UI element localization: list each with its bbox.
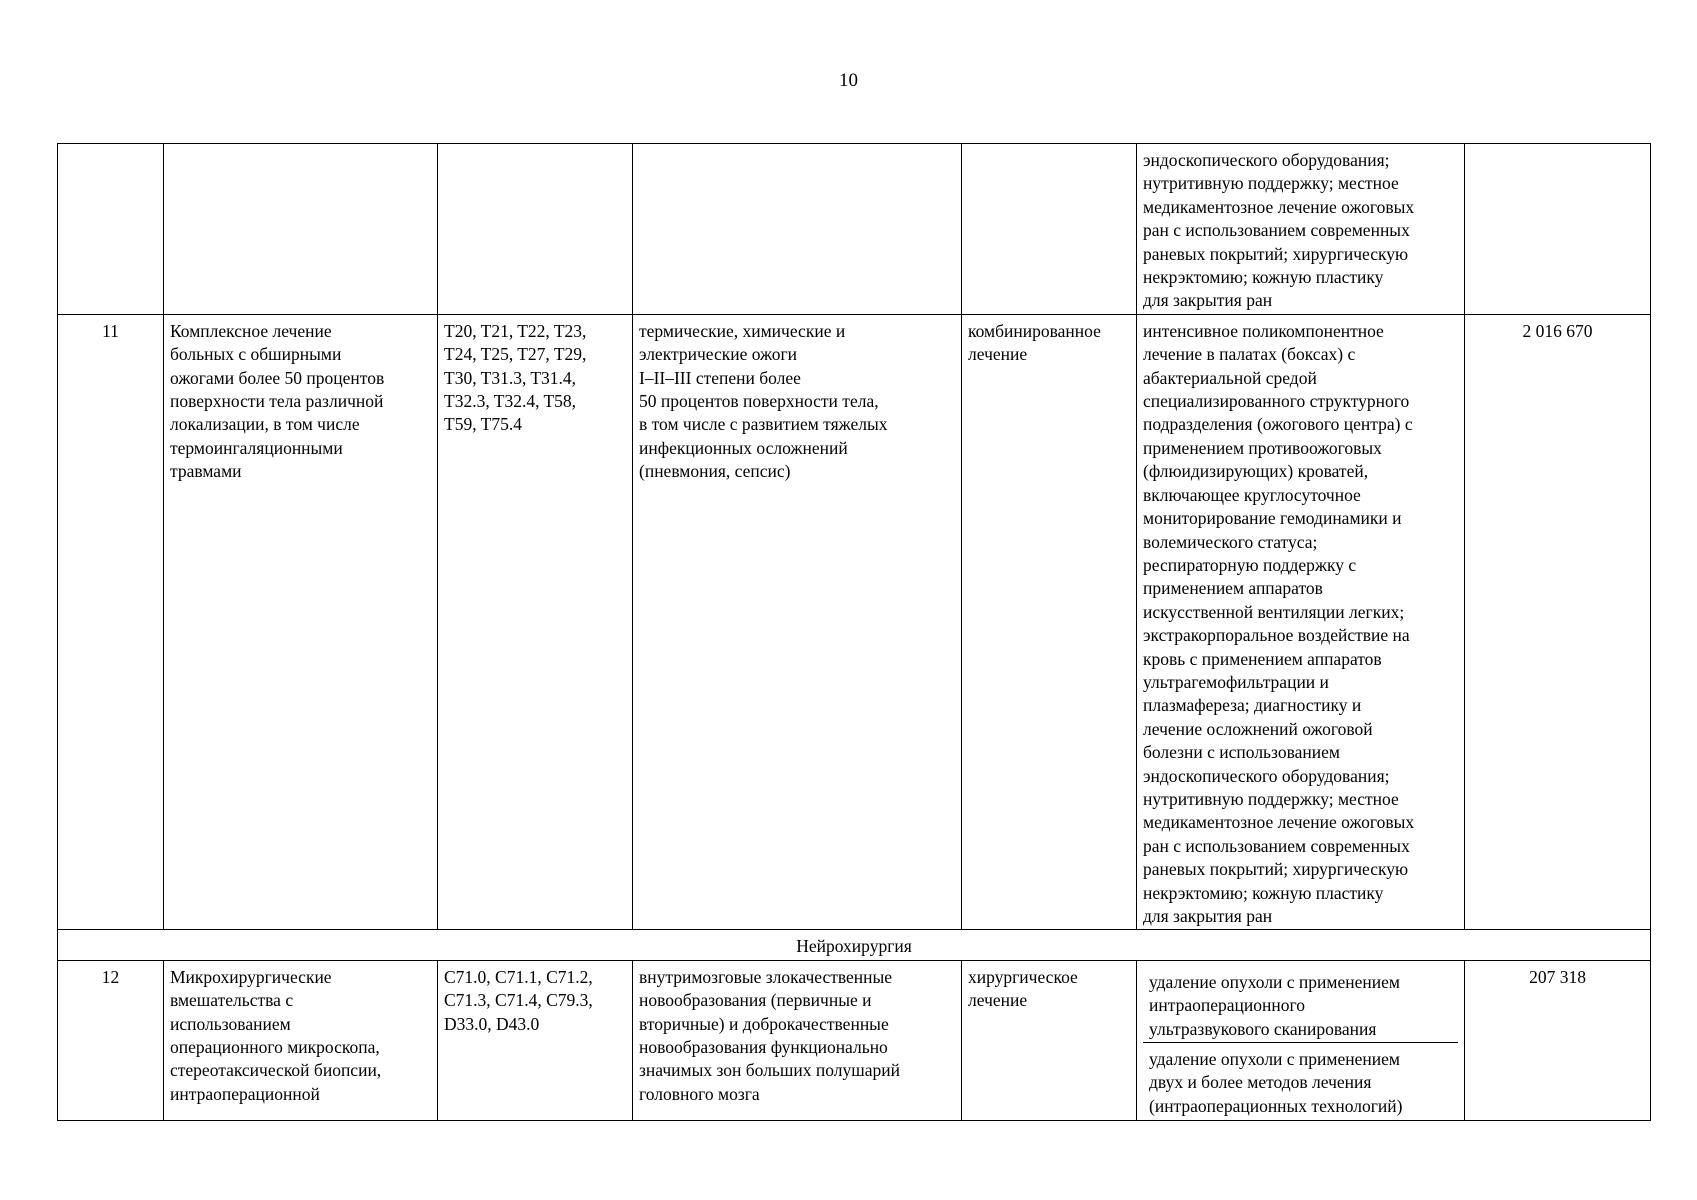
- text-line: респираторную поддержку с: [1143, 554, 1357, 575]
- text-line: (пневмония, сепсис): [639, 461, 791, 482]
- text-line: термоингаляционными: [170, 437, 343, 458]
- methods-text: [1143, 320, 1458, 929]
- text-line: Комплексное лечение: [170, 320, 332, 341]
- text-line: стереотаксической биопсии,: [170, 1060, 382, 1081]
- text-line: (интраоперационных технологий): [1149, 1095, 1403, 1116]
- row-number: 12: [58, 960, 164, 1120]
- text-line: T59, T75.4: [444, 414, 522, 435]
- name-text: [170, 320, 431, 484]
- text-line: мониторирование гемодинамики и: [1143, 508, 1402, 529]
- text-line: лечение в палатах (боксах) с: [1143, 344, 1356, 365]
- text-line: C71.3, C71.4, C79.3,: [444, 990, 593, 1011]
- cell-treatment-type: [962, 314, 1137, 930]
- text-line: нутритивную поддержку; местное: [1143, 788, 1399, 809]
- text-line: T20, T21, T22, T23,: [444, 320, 587, 341]
- text-line: новообразования функционально: [639, 1037, 888, 1058]
- codes-text: [444, 320, 626, 437]
- text-line: (флюидизирующих) кроватей,: [1143, 461, 1369, 482]
- text-line: искусственной вентиляции легких;: [1143, 601, 1405, 622]
- table-row-12: [58, 960, 1651, 1120]
- cell-codes: [438, 314, 633, 930]
- text-line: операционного микроскопа,: [170, 1037, 380, 1058]
- cell-methods: [1137, 144, 1465, 315]
- cell-cost: 207 318: [1465, 960, 1651, 1120]
- cell-name: [164, 144, 438, 315]
- cell-model: [633, 314, 962, 930]
- text-line: раневых покрытий; хирургическую: [1143, 243, 1409, 264]
- text-line: кровь с применением аппаратов: [1143, 648, 1382, 669]
- text-line: травмами: [170, 461, 242, 482]
- text-line: ультрагемофильтрации и: [1143, 671, 1329, 692]
- text-line: интраоперационной: [170, 1083, 320, 1104]
- name-text: [170, 966, 431, 1106]
- text-line: в том числе с развитием тяжелых: [639, 414, 888, 435]
- text-line: вторичные) и доброкачественные: [639, 1013, 889, 1034]
- text-line: некрэктомию; кожную пластику: [1143, 882, 1384, 903]
- cell-codes: [438, 144, 633, 315]
- cell-treatment-type: [962, 144, 1137, 315]
- text-line: нутритивную поддержку; местное: [1143, 173, 1399, 194]
- text-line: D33.0, D43.0: [444, 1013, 540, 1034]
- text-line: поверхности тела различной: [170, 391, 384, 412]
- text-line: ультразвукового сканирования: [1149, 1018, 1377, 1039]
- text-line: удаление опухоли с применением: [1149, 1049, 1400, 1070]
- section-title: Нейрохирургия: [58, 930, 1651, 960]
- text-line: для закрытия ран: [1143, 290, 1273, 311]
- cell-methods: [1137, 960, 1465, 1120]
- text-line: волемического статуса;: [1143, 531, 1318, 552]
- text-line: внутримозговые злокачественные: [639, 966, 893, 987]
- cell-model: [633, 960, 962, 1120]
- text-line: значимых зон больших полушарий: [639, 1060, 900, 1081]
- text-line: некрэктомию; кожную пластику: [1143, 267, 1384, 288]
- text-line: эндоскопического оборудования;: [1143, 150, 1390, 170]
- text-line: C71.0, C71.1, C71.2,: [444, 966, 593, 987]
- treatment-type-text: [968, 320, 1130, 367]
- text-line: хирургическое: [968, 966, 1078, 987]
- cell-methods: [1137, 314, 1465, 930]
- cell-name: [164, 314, 438, 930]
- method-option-1: [1143, 966, 1458, 1042]
- text-line: новообразования (первичные и: [639, 990, 872, 1011]
- text-line: инфекционных осложнений: [639, 437, 848, 458]
- model-text: [639, 966, 955, 1106]
- text-line: ран с использованием современных: [1143, 220, 1410, 241]
- text-line: использованием: [170, 1013, 291, 1034]
- cell-number: [58, 144, 164, 315]
- cell-cost: [1465, 144, 1651, 315]
- text-line: экстракорпоральное воздействие на: [1143, 625, 1410, 646]
- text-line: эндоскопического оборудования;: [1143, 765, 1390, 786]
- treatment-type-text: [968, 966, 1130, 1013]
- text-line: медикаментозное лечение ожоговых: [1143, 812, 1415, 833]
- text-line: раневых покрытий; хирургическую: [1143, 859, 1409, 880]
- text-line: T32.3, T32.4, T58,: [444, 391, 577, 412]
- text-line: электрические ожоги: [639, 344, 797, 365]
- cell-treatment-type: [962, 960, 1137, 1120]
- text-line: Микрохирургические: [170, 966, 332, 987]
- text-line: 50 процентов поверхности тела,: [639, 391, 879, 412]
- text-line: термические, химические и: [639, 320, 846, 341]
- text-line: лечение осложнений ожоговой: [1143, 718, 1373, 739]
- text-line: больных с обширными: [170, 344, 342, 365]
- section-header-row: [58, 930, 1651, 960]
- services-table: [57, 143, 1651, 1121]
- methods-text: [1143, 149, 1458, 313]
- text-line: плазмафереза; диагностику и: [1143, 695, 1362, 716]
- table-row-11: [58, 314, 1651, 930]
- text-line: ран с использованием современных: [1143, 835, 1410, 856]
- text-line: T24, T25, T27, T29,: [444, 344, 587, 365]
- text-line: интраоперационного: [1149, 995, 1305, 1016]
- method-option-2: [1143, 1042, 1458, 1119]
- text-line: лечение: [968, 344, 1028, 365]
- text-line: включающее круглосуточное: [1143, 484, 1361, 505]
- text-line: интенсивное поликомпонентное: [1143, 320, 1384, 341]
- text-line: ожогами более 50 процентов: [170, 367, 385, 388]
- text-line: локализации, в том числе: [170, 414, 360, 435]
- text-line: комбинированное: [968, 320, 1101, 341]
- cell-name: [164, 960, 438, 1120]
- text-line: абактериальной средой: [1143, 367, 1317, 388]
- text-line: T30, T31.3, T31.4,: [444, 367, 577, 388]
- row-number: 11: [58, 314, 164, 930]
- text-line: специализированного структурного: [1143, 391, 1410, 412]
- cell-cost: 2 016 670: [1465, 314, 1651, 930]
- text-line: применением противоожоговых: [1143, 437, 1382, 458]
- cell-codes: [438, 960, 633, 1120]
- table-row-continuation: [58, 144, 1651, 315]
- text-line: I–II–III степени более: [639, 367, 801, 388]
- text-line: для закрытия ран: [1143, 906, 1273, 926]
- model-text: [639, 320, 955, 484]
- codes-text: [444, 966, 626, 1036]
- text-line: головного мозга: [639, 1083, 760, 1104]
- text-line: двух и более методов лечения: [1149, 1072, 1372, 1093]
- text-line: подразделения (ожогового центра) с: [1143, 414, 1413, 435]
- page-number: 10: [839, 70, 858, 91]
- text-line: медикаментозное лечение ожоговых: [1143, 196, 1415, 217]
- text-line: болезни с использованием: [1143, 742, 1340, 763]
- cell-model: [633, 144, 962, 315]
- text-line: лечение: [968, 990, 1028, 1011]
- text-line: удаление опухоли с применением: [1149, 971, 1400, 992]
- text-line: применением аппаратов: [1143, 578, 1323, 599]
- text-line: вмешательства с: [170, 990, 294, 1011]
